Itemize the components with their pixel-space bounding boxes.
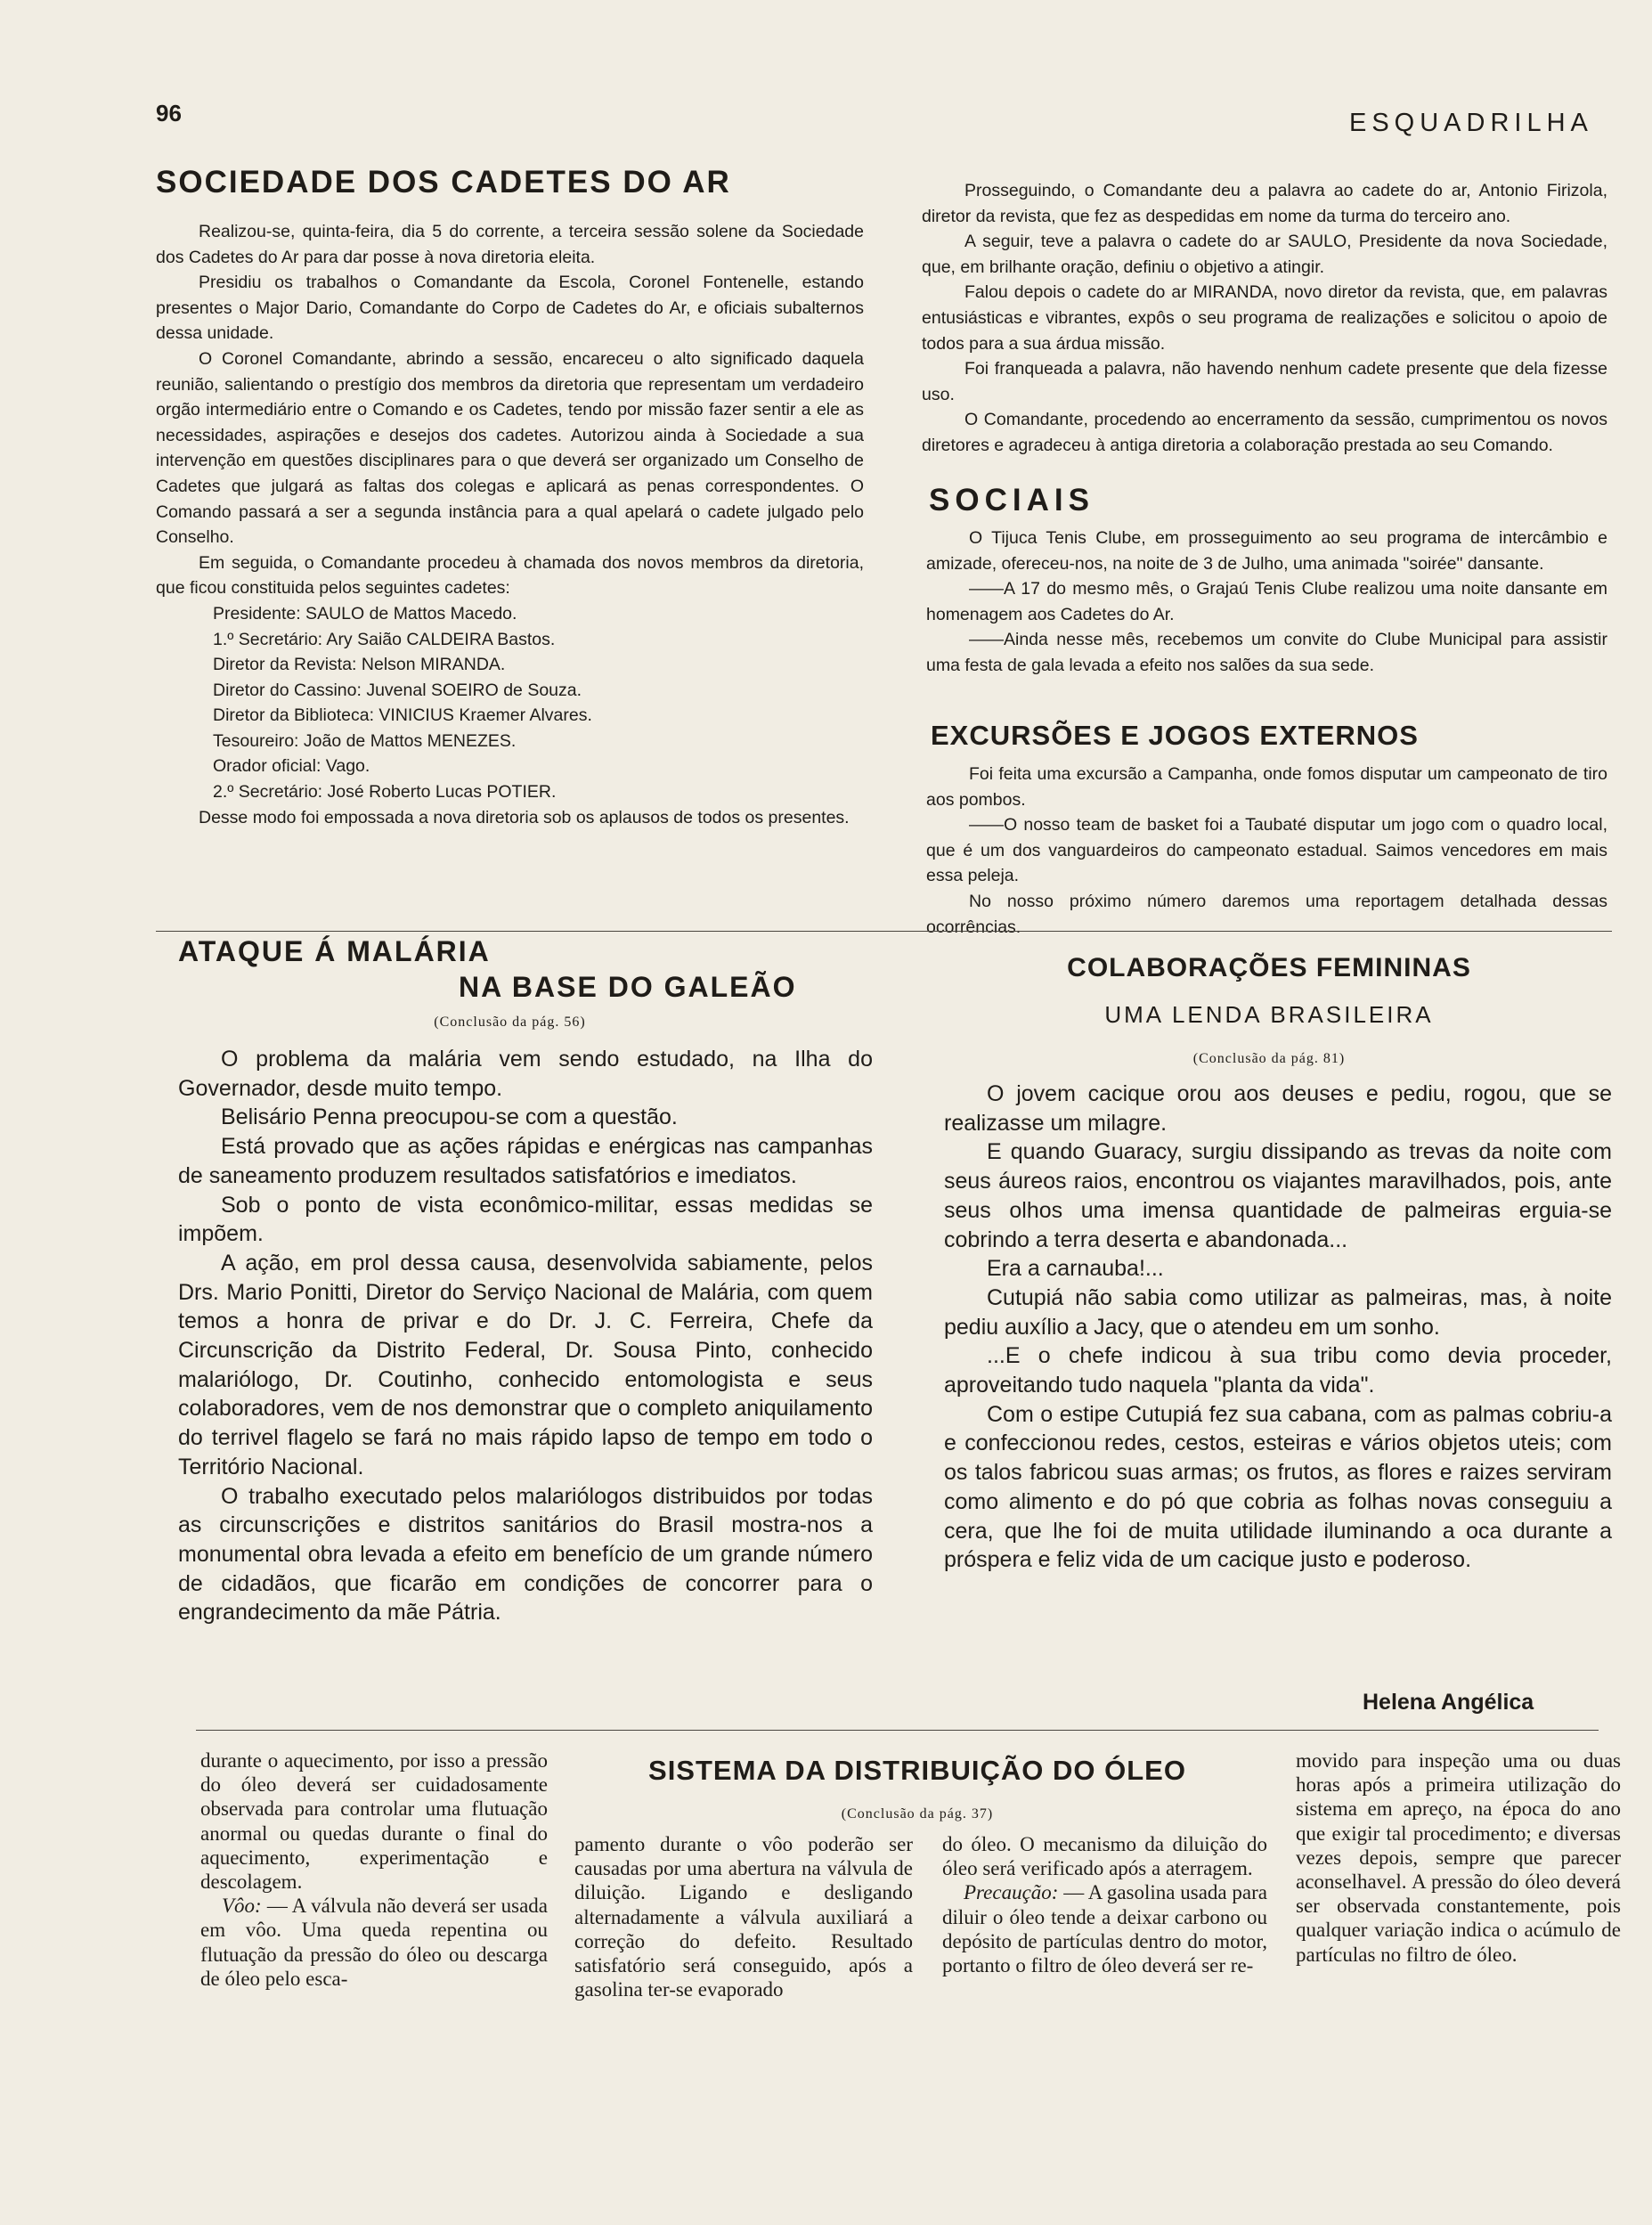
oleo-continuation: (Conclusão da pág. 37) [841,1806,994,1822]
colaboracoes-title: COLABORAÇÕES FEMININAS [1067,953,1471,982]
officer-line: Orador oficial: Vago. [213,756,370,777]
paragraph: O Coronel Comandante, abrindo a sessão, encareceu o alto significado daquela reunião, salientando o prestígio dos membros da diretoria que representam um verdadeiro orgão intermediário entre o Comando e os Cadetes, tendo por missão fazer sentir a ele as necessidades, aspirações e desejos dos cadetes. Autorizou ainda à Sociedade a sua intervenção em questões disciplinares para o que deverá ser organizado um Conselho de Cadetes que julgará as faltas dos colegas e aplicará as penas correspondentes. O Comando passará a ser a segunda instância para a qual apelará o cadete julgado pelo Conselho. [156,348,864,548]
colaboracoes-subtitle: UMA LENDA BRASILEIRA [1104,1001,1434,1028]
label-voo: Vôo: [222,1895,262,1918]
paragraph: Belisário Penna preocupou-se com a questão. [221,1104,678,1130]
section-divider [196,1730,1599,1731]
officer-line: Diretor da Biblioteca: VINICIUS Kraemer Alvares. [213,705,592,726]
officer-line: 2.º Secretário: José Roberto Lucas POTIER. [213,782,557,803]
section-divider [156,931,1612,932]
label-precaucao: Precaução: [964,1881,1059,1904]
paragraph: ——O nosso team de basket foi a Taubaté disputar um jogo com o quadro local, que é um dos vanguardeiros do campeonato estadual. Saimos vencedores em mais essa peleja. [926,815,1607,886]
malaria-title-line1: ATAQUE Á MALÁRIA [178,935,491,967]
paragraph: A ação, em prol dessa causa, desenvolvida sabiamente, pelos Drs. Mario Ponitti, Diretor do Serviço Nacional de Malária, com quem temos a honra de privar e do Dr. J. C. Ferreira, Chefe da Circunscrição da Distrito Federal, Dr. Sousa Pinto, conhecido malariólogo, Dr. Coutinho, conhecido entomologista e seus colaboradores, vem de nos demonstrar que o completo aniquilamento do terrivel flagelo se fará no mais rápido lapso de tempo em todo o Território Nacional. [178,1250,873,1479]
paragraph: Foi franqueada a palavra, não havendo nenhum cadete presente que dela fizesse uso. [922,359,1607,404]
paragraph: O Comandante, procedendo ao encerramento da sessão, cumprimentou os novos diretores e agradeceu à antiga diretoria a colaboração prestada ao seu Comando. [922,410,1607,455]
officer-line: Diretor do Cassino: Juvenal SOEIRO de Souza. [213,680,582,700]
paragraph: O Tijuca Tenis Clube, em prosseguimento ao seu programa de intercâmbio e amizade, ofereceu-nos, na noite de 3 de Julho, uma animada "soirée" dansante. [926,528,1607,574]
oleo-column-1 [200,1748,548,1991]
page-number: 96 [156,100,182,126]
paragraph: O trabalho executado pelos malariólogos distribuidos por todas as circunscrições e distritos sanitários do Brasil mostra-nos a monumental obra levada a efeito em benefício de um grande número de cidadãos, que ficarão em condições de concorrer para o engrandecimento da mãe Pátria. [178,1483,873,1626]
sociedade-body-continued [922,178,1607,459]
officer-line: Presidente: SAULO de Mattos Macedo. [213,603,517,623]
paragraph: Presidiu os trabalhos o Comandante da Escola, Coronel Fontenelle, estando presentes o Major Dario, Comandante do Corpo de Cadetes do Ar, e oficiais subalternos dessa unidade. [156,273,864,344]
paragraph: movido para inspeção uma ou duas horas após a primeira utilização do sistema em apreço, na época do ano que exigir tal procedimento; e diversas vezes depois, sempre que parecer aconselhavel. A pressão do óleo deverá ser observada constantemente, pois qualquer variação indica o acúmulo de partículas no filtro de óleo. [1296,1749,1621,1966]
author-signature: Helena Angélica [1363,1690,1534,1715]
paragraph: Desse modo foi empossada a nova diretoria sob os aplausos de todos os presentes. [199,807,850,827]
officer-line: Tesoureiro: João de Mattos MENEZES. [213,730,517,751]
paragraph: O problema da malária vem sendo estudado, na Ilha do Governador, desde muito tempo. [178,1047,873,1101]
paragraph: Falou depois o cadete do ar MIRANDA, novo diretor da revista, que, em palavras entusiásticas e vibrantes, expôs o seu programa de realizações e solicitou o apoio de todos para a sua árdua missão. [922,282,1607,354]
paragraph: Prosseguindo, o Comandante deu a palavra ao cadete do ar, Antonio Firizola, diretor da revista, que fez as despedidas em nome da turma do terceiro ano. [922,181,1607,226]
oleo-column-2 [574,1832,913,2001]
paragraph: ——A 17 do mesmo mês, o Grajaú Tenis Clube realizou uma noite dansante em homenagem aos Cadetes do Ar. [926,579,1607,624]
oleo-column-3 [942,1832,1267,1977]
paragraph: Foi feita uma excursão a Campanha, onde fomos disputar um campeonato de tiro aos pombos. [926,764,1607,810]
sociedade-body [156,219,864,830]
paragraph: E quando Guaracy, surgiu dissipando as trevas da noite com seus áureos raios, encontrou os viajantes maravilhados, pois, ante seus olhos uma imensa quantidade de palmeiras erguia-se cobrindo a terra deserta e abandonada... [944,1139,1612,1252]
officer-line: 1.º Secretário: Ary Saião CALDEIRA Bastos. [213,629,556,649]
paragraph: A seguir, teve a palavra o cadete do ar SAULO, Presidente da nova Sociedade, que, em brilhante oração, definiu o objetivo a atingir. [922,232,1607,277]
paragraph: Precaução: — A gasolina usada para diluir o óleo tende a deixar carbono ou depósito de partículas dentro do motor, portanto o filtro de óleo deverá ser re- [942,1881,1267,1977]
excursoes-body [926,762,1607,940]
malaria-title-line2: NA BASE DO GALEÃO [459,971,797,1003]
sociedade-title: SOCIEDADE DOS CADETES DO AR [156,165,731,200]
paragraph: Era a carnauba!... [987,1256,1164,1282]
magazine-title: ESQUADRILHA [1349,109,1593,137]
malaria-continuation: (Conclusão da pág. 56) [434,1015,586,1030]
oleo-title: SISTEMA DA DISTRIBUIÇÃO DO ÓLEO [648,1755,1186,1786]
paragraph: ...E o chefe indicou à sua tribu como devia proceder, aproveitando tudo naquela "planta da vida". [944,1343,1612,1398]
paragraph: ——Ainda nesse mês, recebemos um convite do Clube Municipal para assistir uma festa de gala levada a efeito nos salões da sua sede. [926,630,1607,675]
oleo-column-4 [1296,1748,1621,1967]
paragraph: Vôo: — A válvula não deverá ser usada em vôo. Uma queda repentina ou flutuação da pressão do óleo ou descarga de óleo pelo esca- [200,1895,548,1990]
colaboracoes-continuation: (Conclusão da pág. 81) [1192,1051,1346,1066]
paragraph: Sob o ponto de vista econômico-militar, essas medidas se impõem. [178,1192,873,1247]
paragraph: do óleo. O mecanismo da diluição do óleo será verificado após a aterragem. [942,1833,1267,1880]
sociais-title: SOCIAIS [929,483,1095,518]
colaboracoes-body [944,1080,1612,1575]
paragraph: Em seguida, o Comandante procedeu à chamada dos novos membros da diretoria, que ficou constituida pelos seguintes cadetes: [156,552,864,599]
paragraph: durante o aquecimento, por isso a pressão do óleo deverá ser cuidadosamente observada para controlar uma flutuação anormal ou quedas durante o final do aquecimento, experimentação e descolagem. [200,1749,548,1894]
paragraph: No nosso próximo número daremos uma reportagem detalhada dessas ocorrências. [926,891,1607,937]
paragraph: Realizou-se, quinta-feira, dia 5 do corrente, a terceira sessão solene da Sociedade dos Cadetes do Ar para dar posse à nova diretoria eleita. [156,222,864,267]
paragraph: Com o estipe Cutupiá fez sua cabana, com as palmas cobriu-a e confeccionou redes, cestos, esteiras e vários objetos uteis; com os talos fabricou suas armas; os frutos, as flores e raizes serviram como alimento e do pó que cobria as folhas novas conseguiu a cera, que lhe foi de muita utilidade iluminando a oca durante a próspera e feliz vida de um cacique justo e poderoso. [944,1401,1612,1573]
excursoes-title: EXCURSÕES E JOGOS EXTERNOS [931,720,1419,751]
sociais-body [926,526,1607,679]
paragraph: Está provado que as ações rápidas e enérgicas nas campanhas de saneamento produzem resultados satisfatórios e imediatos. [178,1134,873,1188]
paragraph: O jovem cacique orou aos deuses e pediu, rogou, que se realizasse um milagre. [944,1081,1612,1136]
paragraph: Cutupiá não sabia como utilizar as palmeiras, mas, à noite pediu auxílio a Jacy, que o atendeu em um sonho. [944,1284,1612,1340]
officer-line: Diretor da Revista: Nelson MIRANDA. [213,655,506,675]
paragraph: pamento durante o vôo poderão ser causadas por uma abertura na válvula de diluição. Ligando e desligando alternadamente a válvula auxiliará a correção do defeito. Resultado satisfatório será conseguido, após a gasolina ter-se evaporado [574,1833,913,2001]
malaria-body [178,1045,873,1627]
